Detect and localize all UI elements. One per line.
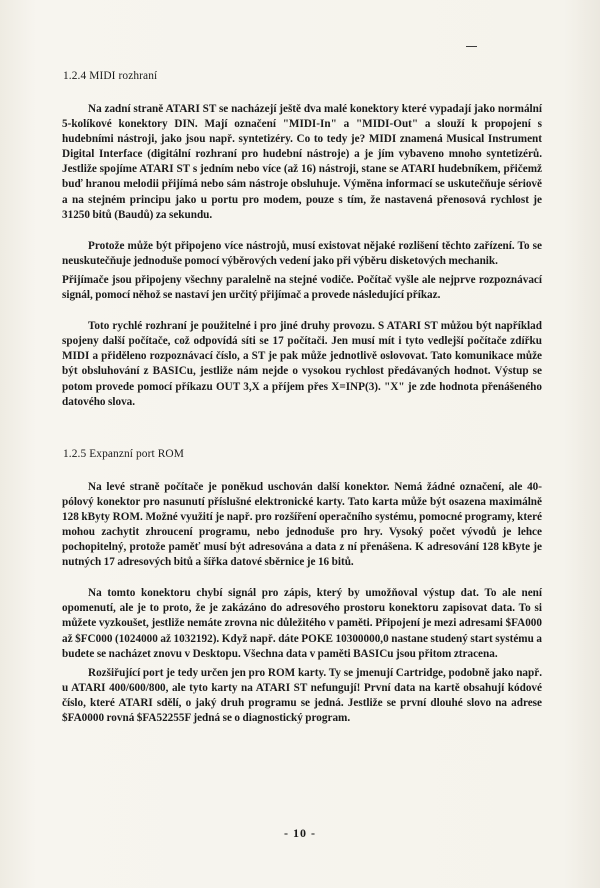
paragraph <box>62 102 542 223</box>
paragraph <box>62 480 542 571</box>
page-number: - 10 - <box>284 826 316 840</box>
paragraph <box>62 239 542 269</box>
margin-mark <box>466 46 477 47</box>
paragraph <box>62 273 542 303</box>
paragraph-text: Přijímače jsou připojeny všechny paralelně na stejné vodiče. Počítač vyšle ale nejprve rozpoznávací signál, pomocí něhož se nastaví jen určitý přijímač a provede následující příkaz. <box>62 273 542 302</box>
paragraph-text: Protože může být připojeno více nástrojů, musí existovat nějaké rozlišení těchto zařízení. To se neuskutečňuje jednoduše pomocí výběrových vedení jako při výběru disketových mechanik. <box>62 239 542 267</box>
paragraph <box>62 666 542 726</box>
paragraph-text: Na tomto konektoru chybí signál pro zápis, který by umožňoval výstup dat. To ale není opomenutí, ale je to proto, že je zakázáno do adresového prostoru konektoru zapisovat data. To si můžete vyzkoušet, jestliže nemáte zrovna nic důležitého v paměti. Připojení je mezi adresami $FA000 až $FC000 (1024000 až 1032192). Když např. dáte POKE 10300000,0 nastane studený start systému a budete se nacházet znovu v Desktopu. Všechna data v paměti BASICu jsou přitom ztracena. <box>62 587 542 660</box>
paragraph-text: Rozšiřující port je tedy určen jen pro ROM karty. Ty se jmenují Cartridge, podobně jako např. u ATARI 400/600/800, ale tyto karty na ATARI ST nefungují! První data na kartě obsahují kódové číslo, které ATARI sdělí, o jaký druh programu se jedná. Jestliže se první dlouhé slovo na adrese $FA0000 rovná $FA52255F jedná se o diagnostický program. <box>62 666 542 724</box>
paragraph <box>62 319 542 410</box>
section-heading-rom: 1.2.5 Expanzní port ROM <box>63 447 184 460</box>
paragraph-text: Na levé straně počítače je poněkud uschován další konektor. Nemá žádné označení, ale 40-pólový konektor pro nasunutí příslušné elektronické karty. Tato karta může být osazena maximálně 128 kByty ROM. Možné využití je např. pro rozšíření operačního systému, pomocné programy, které mohou zachytit zhroucení programu, nebo jednoduše pro hry. Vysoký počet vývodů je lehce pochopitelný, protože paměť musí být adresována a data z ní přenášena. K adresování 128 kByte je nutných 17 adresových bitů a šířka datové sběrnice je 16 bitů. <box>62 480 542 569</box>
section-heading-midi: 1.2.4 MIDI rozhraní <box>63 70 158 82</box>
paragraph-text: Toto rychlé rozhraní je použitelné i pro jiné druhy provozu. S ATARI ST můžou být například spojeny další počítače, což odpovídá síti se 17 počítači. Jen musí mít i tyto vedlejší počítače zdířku MIDI a přiděleno rozpoznávací číslo, a ST je pak může jednotlivě oslovovat. Tato komunikace může být obsluhování z BASICu, jestliže nám nejde o vysokou rychlost předávaných hodnot. Výstup se potom provede pomocí příkazu OUT 3,X a příjem přes X=INP(3). "X" je zde hodnota přenášeného datového slova. <box>62 320 542 408</box>
paragraph-text: Na zadní straně ATARI ST se nacházejí ještě dva malé konektory které vypadají jako normální 5-kolíkové konektory DIN. Mají označení "MIDI-In" a "MIDI-Out" a slouží k propojení s hudebními nástroji, jako jsou např. syntetizéry. Co to tedy je? MIDI znamená Musical Instrument Digital Interface (digitální rozhraní pro hudební nástroje) a je jím vybaveno mnoho syntetizérů. Jestliže spojíme ATARI ST s jedním nebo více (až 16) nástroji, stane se ATARI hudebníkem, přičemž buď hranou melodii přijímá nebo sám nástroje obsluhuje. Výměna informací se uskutečňuje sériově a na stejném principu jako u portu pro modem, pouze s tím, že nastavená přenosová rychlost je 31250 bitů (Baudů) za sekundu. <box>62 103 542 221</box>
paragraph <box>62 586 542 661</box>
